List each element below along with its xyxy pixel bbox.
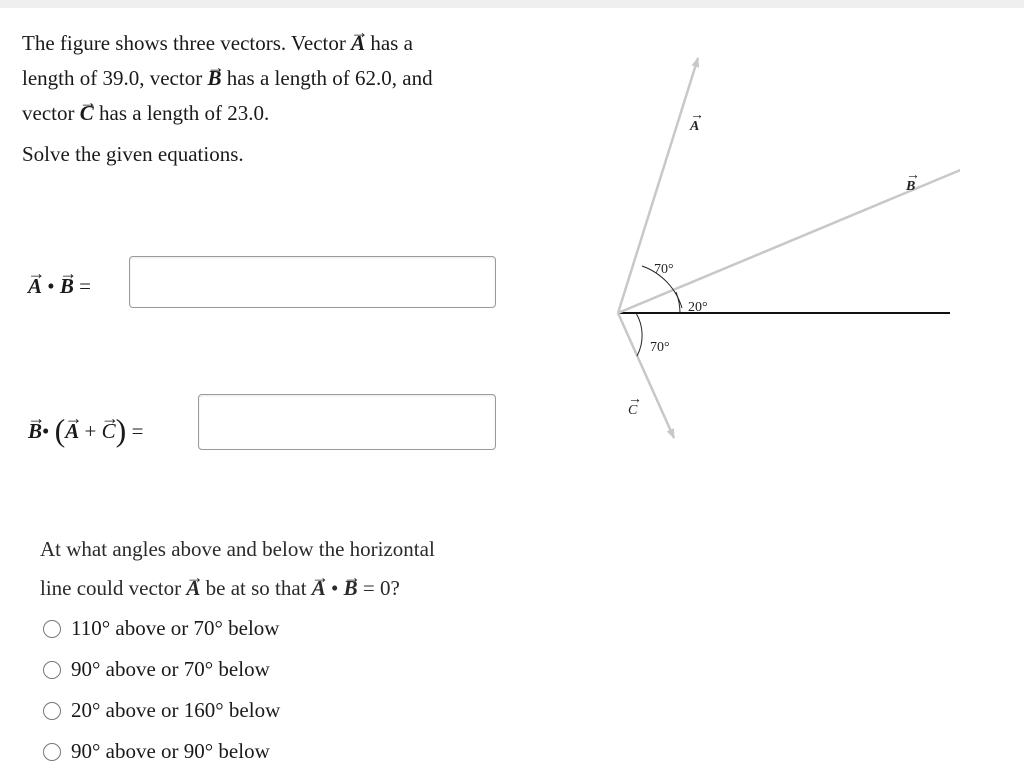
vector-a-label: A xyxy=(690,119,700,134)
vector-diagram xyxy=(600,48,960,448)
vector-c-line xyxy=(618,313,674,438)
multiple-choice-question xyxy=(40,530,500,608)
answer-options xyxy=(40,608,280,772)
intro-line-2: length of 39.0, vector → B has a length of 62.0, and xyxy=(22,61,492,96)
option-2[interactable]: 90° above or 70° below xyxy=(40,649,280,690)
radio-button[interactable] xyxy=(43,702,61,720)
problem-statement xyxy=(22,26,492,131)
vector-c-label: C xyxy=(628,403,638,418)
angle-arc-b xyxy=(676,292,680,313)
option-4[interactable]: 90° above or 90° below xyxy=(40,731,280,772)
radio-button[interactable] xyxy=(43,661,61,679)
angle-label-b: 20° xyxy=(688,300,708,315)
angle-arc-c xyxy=(636,313,642,356)
angle-label-c: 70° xyxy=(650,340,670,355)
vector-b-label: B xyxy=(906,179,916,194)
question-card xyxy=(0,8,1024,784)
equation-1-label: → A • → B = xyxy=(28,274,91,299)
angle-label-a: 70° xyxy=(654,262,674,277)
intro-line-1: The figure shows three vectors. Vector → A has a xyxy=(22,26,492,61)
vector-c-arrow-mark: → xyxy=(628,392,642,407)
top-bar xyxy=(0,0,1024,8)
question-line-2: line could vector → A be at so that → A • → B = 0? xyxy=(40,569,500,608)
question-line-1: At what angles above and below the horizontal xyxy=(40,537,435,561)
vector-a-arrow-mark: → xyxy=(690,108,704,123)
radio-button[interactable] xyxy=(43,743,61,761)
equation-2-label: → B• (→ A + → C) = xyxy=(28,412,143,449)
radio-button[interactable] xyxy=(43,620,61,638)
intro-line-3: vector → C has a length of 23.0. xyxy=(22,96,492,131)
vector-b-arrow-mark: → xyxy=(906,168,920,183)
answer-2-input[interactable] xyxy=(198,394,496,450)
solve-instruction: Solve the given equations. xyxy=(22,142,244,166)
option-1[interactable]: 110° above or 70° below xyxy=(40,608,280,649)
option-3[interactable]: 20° above or 160° below xyxy=(40,690,280,731)
answer-1-input[interactable] xyxy=(129,256,496,308)
vector-figure xyxy=(600,48,960,448)
